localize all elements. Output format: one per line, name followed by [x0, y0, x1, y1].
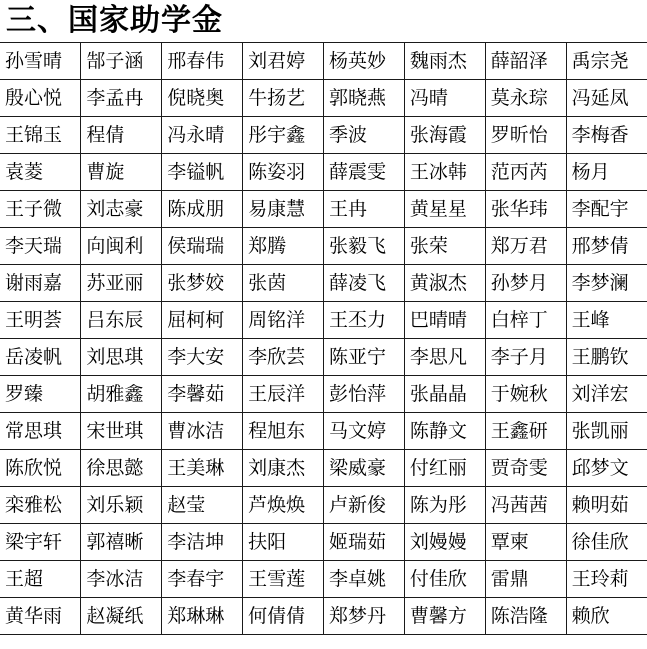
- name-cell: 王超: [0, 561, 81, 598]
- name-cell: 巴晴晴: [404, 302, 485, 339]
- name-cell: 黄星星: [404, 191, 485, 228]
- name-cell: 赵凝纸: [81, 598, 162, 635]
- table-row: [0, 265, 647, 302]
- name-cell: 袁菱: [0, 154, 81, 191]
- name-table-body: [0, 43, 647, 635]
- name-cell: 徐思懿: [81, 450, 162, 487]
- name-cell: 雷鼎: [485, 561, 566, 598]
- name-cell: 陈为彤: [404, 487, 485, 524]
- name-cell: 李子月: [485, 339, 566, 376]
- name-cell: 薛震雯: [324, 154, 405, 191]
- name-cell: 常思琪: [0, 413, 81, 450]
- name-cell: 谢雨嘉: [0, 265, 81, 302]
- table-row: [0, 43, 647, 80]
- name-cell: 郑琳琳: [162, 598, 243, 635]
- name-cell: 陈欣悦: [0, 450, 81, 487]
- name-cell: 李欣芸: [243, 339, 324, 376]
- name-cell: 贾奇雯: [485, 450, 566, 487]
- name-cell: 王冉: [324, 191, 405, 228]
- name-cell: 李洁坤: [162, 524, 243, 561]
- name-cell: 栾雅松: [0, 487, 81, 524]
- name-cell: 宋世琪: [81, 413, 162, 450]
- table-row: [0, 598, 647, 635]
- name-cell: 张梦姣: [162, 265, 243, 302]
- name-cell: 曹馨方: [404, 598, 485, 635]
- name-cell: 陈浩隆: [485, 598, 566, 635]
- name-cell: 季波: [324, 117, 405, 154]
- name-cell: 程旭东: [243, 413, 324, 450]
- name-cell: 王玲莉: [566, 561, 647, 598]
- table-row: [0, 191, 647, 228]
- name-cell: 郑腾: [243, 228, 324, 265]
- name-cell: 黄淑杰: [404, 265, 485, 302]
- name-cell: 郑万君: [485, 228, 566, 265]
- name-cell: 李卓姚: [324, 561, 405, 598]
- name-cell: 刘嫚嫚: [404, 524, 485, 561]
- name-cell: 易康慧: [243, 191, 324, 228]
- name-cell: 邢春伟: [162, 43, 243, 80]
- name-cell: 李春宇: [162, 561, 243, 598]
- name-cell: 李配宇: [566, 191, 647, 228]
- table-row: [0, 117, 647, 154]
- name-cell: 陈姿羽: [243, 154, 324, 191]
- name-cell: 张海霞: [404, 117, 485, 154]
- name-cell: 张凯丽: [566, 413, 647, 450]
- name-cell: 李天瑞: [0, 228, 81, 265]
- name-cell: 胡雅鑫: [81, 376, 162, 413]
- name-cell: 苏亚丽: [81, 265, 162, 302]
- name-cell: 梁威豪: [324, 450, 405, 487]
- name-cell: 赵莹: [162, 487, 243, 524]
- name-cell: 张晶晶: [404, 376, 485, 413]
- name-cell: 薛韶泽: [485, 43, 566, 80]
- name-cell: 刘乐颖: [81, 487, 162, 524]
- name-cell: 王明荟: [0, 302, 81, 339]
- name-cell: 罗臻: [0, 376, 81, 413]
- name-cell: 孙雪晴: [0, 43, 81, 80]
- name-cell: 白梓丁: [485, 302, 566, 339]
- name-cell: 张荣: [404, 228, 485, 265]
- name-cell: 王冰韩: [404, 154, 485, 191]
- name-cell: 莫永琮: [485, 80, 566, 117]
- name-cell: 王美琳: [162, 450, 243, 487]
- name-cell: 罗昕怡: [485, 117, 566, 154]
- name-cell: 薛凌飞: [324, 265, 405, 302]
- name-cell: 郜子涵: [81, 43, 162, 80]
- name-cell: 王鹏钦: [566, 339, 647, 376]
- name-cell: 赖欣: [566, 598, 647, 635]
- name-cell: 郑梦丹: [324, 598, 405, 635]
- name-cell: 刘康杰: [243, 450, 324, 487]
- name-cell: 郭禧晰: [81, 524, 162, 561]
- name-cell: 梁宇轩: [0, 524, 81, 561]
- name-cell: 向闽利: [81, 228, 162, 265]
- table-row: [0, 339, 647, 376]
- name-cell: 倪晓奥: [162, 80, 243, 117]
- name-cell: 陈亚宁: [324, 339, 405, 376]
- name-cell: 马文婷: [324, 413, 405, 450]
- name-cell: 禹宗尧: [566, 43, 647, 80]
- name-cell: 郭晓燕: [324, 80, 405, 117]
- name-cell: 黄华雨: [0, 598, 81, 635]
- name-cell: 彭怡萍: [324, 376, 405, 413]
- name-cell: 刘君婷: [243, 43, 324, 80]
- table-row: [0, 228, 647, 265]
- name-cell: 曹冰洁: [162, 413, 243, 450]
- name-cell: 李梅香: [566, 117, 647, 154]
- name-cell: 李大安: [162, 339, 243, 376]
- name-cell: 王雪莲: [243, 561, 324, 598]
- name-cell: 王子微: [0, 191, 81, 228]
- name-cell: 扶阳: [243, 524, 324, 561]
- name-cell: 王峰: [566, 302, 647, 339]
- name-cell: 岳凌帆: [0, 339, 81, 376]
- table-row: [0, 302, 647, 339]
- name-cell: 邢梦倩: [566, 228, 647, 265]
- name-cell: 于婉秋: [485, 376, 566, 413]
- name-cell: 王鑫研: [485, 413, 566, 450]
- table-row: [0, 413, 647, 450]
- name-cell: 李镒帆: [162, 154, 243, 191]
- name-cell: 王锦玉: [0, 117, 81, 154]
- name-cell: 赖明茹: [566, 487, 647, 524]
- name-cell: 冯晴: [404, 80, 485, 117]
- name-cell: 卢新俊: [324, 487, 405, 524]
- name-cell: 王丕力: [324, 302, 405, 339]
- name-cell: 张毅飞: [324, 228, 405, 265]
- name-cell: 芦焕焕: [243, 487, 324, 524]
- table-row: [0, 376, 647, 413]
- name-cell: 程倩: [81, 117, 162, 154]
- name-cell: 覃柬: [485, 524, 566, 561]
- name-cell: 孙梦月: [485, 265, 566, 302]
- name-cell: 李思凡: [404, 339, 485, 376]
- name-cell: 冯永晴: [162, 117, 243, 154]
- table-row: [0, 487, 647, 524]
- name-cell: 张华玮: [485, 191, 566, 228]
- name-cell: 杨英妙: [324, 43, 405, 80]
- name-cell: 王辰洋: [243, 376, 324, 413]
- name-cell: 魏雨杰: [404, 43, 485, 80]
- name-cell: 李馨茹: [162, 376, 243, 413]
- name-cell: 屈柯柯: [162, 302, 243, 339]
- name-cell: 彤宇鑫: [243, 117, 324, 154]
- name-cell: 吕东辰: [81, 302, 162, 339]
- name-cell: 刘志豪: [81, 191, 162, 228]
- table-row: [0, 450, 647, 487]
- name-cell: 冯茜茜: [485, 487, 566, 524]
- name-cell: 徐佳欣: [566, 524, 647, 561]
- name-table: [0, 42, 647, 635]
- section-title: 三、国家助学金: [6, 3, 223, 38]
- name-cell: 陈成朋: [162, 191, 243, 228]
- table-row: [0, 154, 647, 191]
- name-cell: 杨月: [566, 154, 647, 191]
- name-cell: 侯瑞瑞: [162, 228, 243, 265]
- name-cell: 刘思琪: [81, 339, 162, 376]
- name-cell: 邱梦文: [566, 450, 647, 487]
- name-cell: 殷心悦: [0, 80, 81, 117]
- name-cell: 冯延凤: [566, 80, 647, 117]
- name-cell: 曹旋: [81, 154, 162, 191]
- name-cell: 牛扬艺: [243, 80, 324, 117]
- table-row: [0, 561, 647, 598]
- table-row: [0, 524, 647, 561]
- name-cell: 周铭洋: [243, 302, 324, 339]
- name-cell: 陈静文: [404, 413, 485, 450]
- name-cell: 付佳欣: [404, 561, 485, 598]
- name-cell: 刘洋宏: [566, 376, 647, 413]
- name-cell: 姬瑞茹: [324, 524, 405, 561]
- name-cell: 张茵: [243, 265, 324, 302]
- table-row: [0, 80, 647, 117]
- name-cell: 范丙芮: [485, 154, 566, 191]
- name-cell: 付红丽: [404, 450, 485, 487]
- name-cell: 李梦澜: [566, 265, 647, 302]
- name-cell: 李孟冉: [81, 80, 162, 117]
- name-cell: 李冰洁: [81, 561, 162, 598]
- name-cell: 何倩倩: [243, 598, 324, 635]
